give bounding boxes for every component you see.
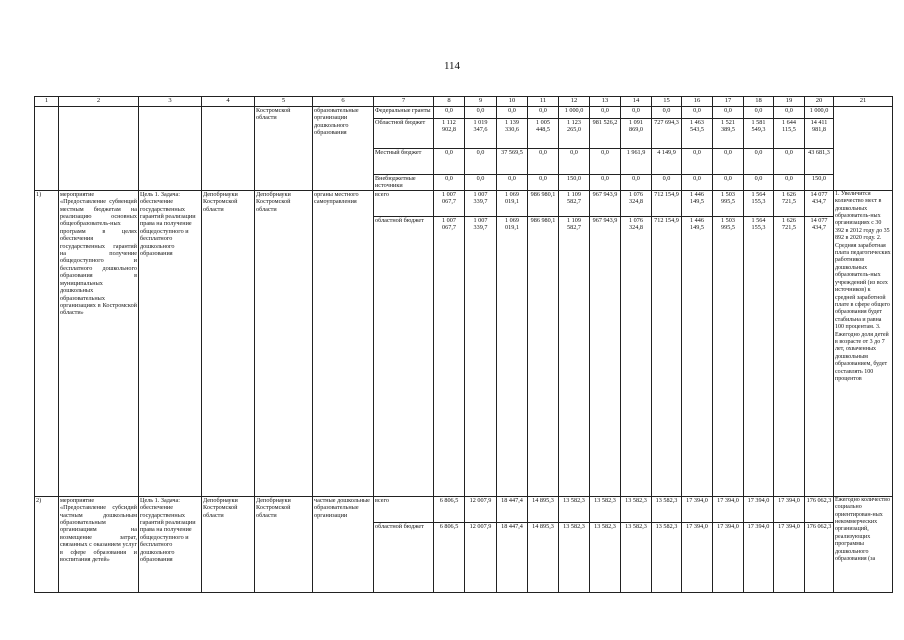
amount-cell: 981 526,2 [590,119,621,149]
amount-cell: 0,0 [682,107,713,119]
amount-cell: 1 007 067,7 [434,216,465,496]
column-number: 16 [682,97,713,107]
amount-cell: 1 109 582,7 [559,190,590,216]
measure-row [35,496,893,522]
amount-cell: 43 681,3 [805,149,834,175]
amount-cell: 986 980,1 [528,216,559,496]
column-number-row [35,97,893,107]
column-number: 8 [434,97,465,107]
cell-empty [59,107,139,191]
amount-cell: 176 062,3 [805,496,834,522]
column-number: 18 [744,97,774,107]
amount-cell: 150,0 [559,175,590,191]
column-number: 5 [255,97,313,107]
expected-result: Ежегодно количество социально ориентирован-ных некоммерческих организаций, реализующих программы дошкольного образования (за [834,496,893,592]
amount-cell: 4 149,9 [652,149,682,175]
funding-source: Областной бюджет [374,119,434,149]
amount-cell: 18 447,4 [497,496,528,522]
amount-cell: 0,0 [590,149,621,175]
amount-cell: 0,0 [713,175,744,191]
amount-cell: 1 000,0 [805,107,834,119]
amount-cell: 0,0 [744,175,774,191]
amount-cell: 0,0 [465,149,497,175]
participant: частные дошкольные образовательные организации [313,496,374,592]
amount-cell: 712 154,9 [652,216,682,496]
amount-cell: 17 394,0 [774,496,805,522]
amount-cell: 14 895,3 [528,496,559,522]
amount-cell: 6 806,5 [434,496,465,522]
amount-cell: 0,0 [774,149,805,175]
amount-cell: 0,0 [590,175,621,191]
amount-cell: 176 062,3 [805,522,834,592]
amount-cell: 6 806,5 [434,522,465,592]
column-number: 17 [713,97,744,107]
amount-cell: 1 019 347,6 [465,119,497,149]
amount-cell: 17 394,0 [682,496,713,522]
amount-cell: 0,0 [497,175,528,191]
amount-cell: 0,0 [682,175,713,191]
amount-cell: 1 446 149,5 [682,216,713,496]
responsible-executor: Депобрнауки Костромской области [202,190,255,496]
measure-goal: Цель 1. Задача: обеспечение государственных гарантий реализации права на получение общедоступного и бесплатного дошкольного образования [139,190,202,496]
amount-cell: 0,0 [434,149,465,175]
amount-cell: 13 582,3 [621,522,652,592]
amount-cell: 14 895,3 [528,522,559,592]
amount-cell: 13 582,3 [590,496,621,522]
amount-cell: 1 076 324,8 [621,190,652,216]
amount-cell: 0,0 [713,107,744,119]
amount-cell: 1 626 721,5 [774,216,805,496]
amount-cell: 0,0 [652,175,682,191]
amount-cell: 1 000,0 [559,107,590,119]
amount-cell: 13 582,3 [559,496,590,522]
coexecutor: Депобрнауки Костромской области [255,190,313,496]
column-number: 10 [497,97,528,107]
amount-cell: 727 694,3 [652,119,682,149]
amount-cell: 12 007,9 [465,496,497,522]
amount-cell: 1 503 995,5 [713,216,744,496]
funding-source: областной бюджет [374,522,434,592]
column-number: 9 [465,97,497,107]
amount-cell: 1 069 019,1 [497,190,528,216]
funding-source: всего [374,190,434,216]
measure-name: мероприятие «Предоставление субсидий частным дошкольным образовательным организациям на возмещение затрат, связанных с оказанием услуг в сфере образования и воспитания детей» [59,496,139,592]
amount-cell: 14 077 434,7 [805,216,834,496]
amount-cell: 0,0 [497,107,528,119]
measure-goal: Цель 1. Задача: обеспечение государственных гарантий реализации права на получение общедоступного и бесплатного дошкольного образования [139,496,202,592]
participant: органы местного самоуправления [313,190,374,496]
amount-cell: 0,0 [528,107,559,119]
column-number: 14 [621,97,652,107]
amount-cell: 17 394,0 [682,522,713,592]
expected-result: 1. Увеличится количество мест в дошкольных образователь-ных организациях с 30 392 в 2012 году до 35 892 в 2020 году. 2. Средняя заработная плата педагогических работников дошкольных образователь-ных учреждений (из всех источников) к средней заработной плате в сфере общего образования будет стабильна и равна 100 процентам. 3. Ежегодно доля детей в возрасте от 3 до 7 лет, охваченных дошкольным образованием, будет составлять 100 процентов [834,190,893,496]
amount-cell: 14 077 434,7 [805,190,834,216]
amount-cell: 37 569,5 [497,149,528,175]
amount-cell: 1 503 995,5 [713,190,744,216]
column-number: 7 [374,97,434,107]
amount-cell: 1 463 543,5 [682,119,713,149]
funding-source: Местный бюджет [374,149,434,175]
amount-cell: 1 091 869,0 [621,119,652,149]
amount-cell: 0,0 [434,175,465,191]
amount-cell: 1 139 330,6 [497,119,528,149]
amount-cell: 1 446 149,5 [682,190,713,216]
column-number: 21 [834,97,893,107]
amount-cell: 1 123 265,0 [559,119,590,149]
amount-cell: 986 980,1 [528,190,559,216]
responsible-executor: Депобрнауки Костромской области [202,496,255,592]
funding-source: Федеральные гранты [374,107,434,119]
amount-cell: 1 076 324,8 [621,216,652,496]
amount-cell: 1 564 155,3 [744,216,774,496]
cell-empty [139,107,202,191]
column-number: 20 [805,97,834,107]
amount-cell: 13 582,3 [621,496,652,522]
column-number: 1 [35,97,59,107]
measure-name: мероприятие «Предоставление субвенций местным бюджетам на реализацию основных общеобразователь-ных программ в целях обеспечения государственных гарантий на получение общедоступного и бесплатного дошкольного образования в муниципальных дошкольных образовательных организациях в Костромской области» [59,190,139,496]
funding-source: всего [374,496,434,522]
column-number: 2 [59,97,139,107]
amount-cell: 1 109 582,7 [559,216,590,496]
amount-cell: 0,0 [713,149,744,175]
measure-number: 1) [35,190,59,496]
amount-cell: 0,0 [465,107,497,119]
measure-row [35,190,893,216]
coexecutor: Депобрнауки Костромской области [255,496,313,592]
program-activities-table [34,96,893,593]
amount-cell: 1 005 448,5 [528,119,559,149]
column-number: 6 [313,97,374,107]
amount-cell: 0,0 [434,107,465,119]
amount-cell: 0,0 [621,175,652,191]
funding-source: Внебюджетные источники [374,175,434,191]
amount-cell: 18 447,4 [497,522,528,592]
column-number: 13 [590,97,621,107]
amount-cell: 17 394,0 [774,522,805,592]
column-number: 4 [202,97,255,107]
amount-cell: 0,0 [744,149,774,175]
amount-cell: 0,0 [528,149,559,175]
amount-cell: 0,0 [652,107,682,119]
amount-cell: 0,0 [774,107,805,119]
amount-cell: 0,0 [621,107,652,119]
amount-cell: 1 007 339,7 [465,190,497,216]
cell-empty [834,107,893,191]
continuation-row [35,107,893,119]
amount-cell: 17 394,0 [713,496,744,522]
participant-cell: образовательные организации дошкольного образования [313,107,374,191]
cell-empty [35,107,59,191]
cell-empty [202,107,255,191]
amount-cell: 0,0 [590,107,621,119]
amount-cell: 13 582,3 [652,522,682,592]
amount-cell: 0,0 [559,149,590,175]
column-number: 11 [528,97,559,107]
column-number: 12 [559,97,590,107]
amount-cell: 0,0 [528,175,559,191]
amount-cell: 712 154,9 [652,190,682,216]
amount-cell: 1 069 019,1 [497,216,528,496]
amount-cell: 13 582,3 [590,522,621,592]
amount-cell: 14 411 981,8 [805,119,834,149]
amount-cell: 1 644 115,5 [774,119,805,149]
amount-cell: 1 961,9 [621,149,652,175]
column-number: 19 [774,97,805,107]
amount-cell: 17 394,0 [744,522,774,592]
page-number: 114 [443,60,461,72]
measure-number: 2) [35,496,59,592]
amount-cell: 967 943,9 [590,190,621,216]
amount-cell: 967 943,9 [590,216,621,496]
column-number: 3 [139,97,202,107]
amount-cell: 1 007 339,7 [465,216,497,496]
amount-cell: 17 394,0 [713,522,744,592]
amount-cell: 0,0 [774,175,805,191]
amount-cell: 1 564 155,3 [744,190,774,216]
amount-cell: 17 394,0 [744,496,774,522]
funding-source: областной бюджет [374,216,434,496]
amount-cell: 150,0 [805,175,834,191]
amount-cell: 1 112 902,8 [434,119,465,149]
amount-cell: 0,0 [744,107,774,119]
column-number: 15 [652,97,682,107]
amount-cell: 13 582,3 [652,496,682,522]
amount-cell: 0,0 [465,175,497,191]
amount-cell: 1 521 389,5 [713,119,744,149]
amount-cell: 1 007 067,7 [434,190,465,216]
amount-cell: 0,0 [682,149,713,175]
amount-cell: 1 581 549,3 [744,119,774,149]
amount-cell: 13 582,3 [559,522,590,592]
amount-cell: 12 007,9 [465,522,497,592]
coexecutor-cell: Костромской области [255,107,313,191]
amount-cell: 1 626 721,5 [774,190,805,216]
